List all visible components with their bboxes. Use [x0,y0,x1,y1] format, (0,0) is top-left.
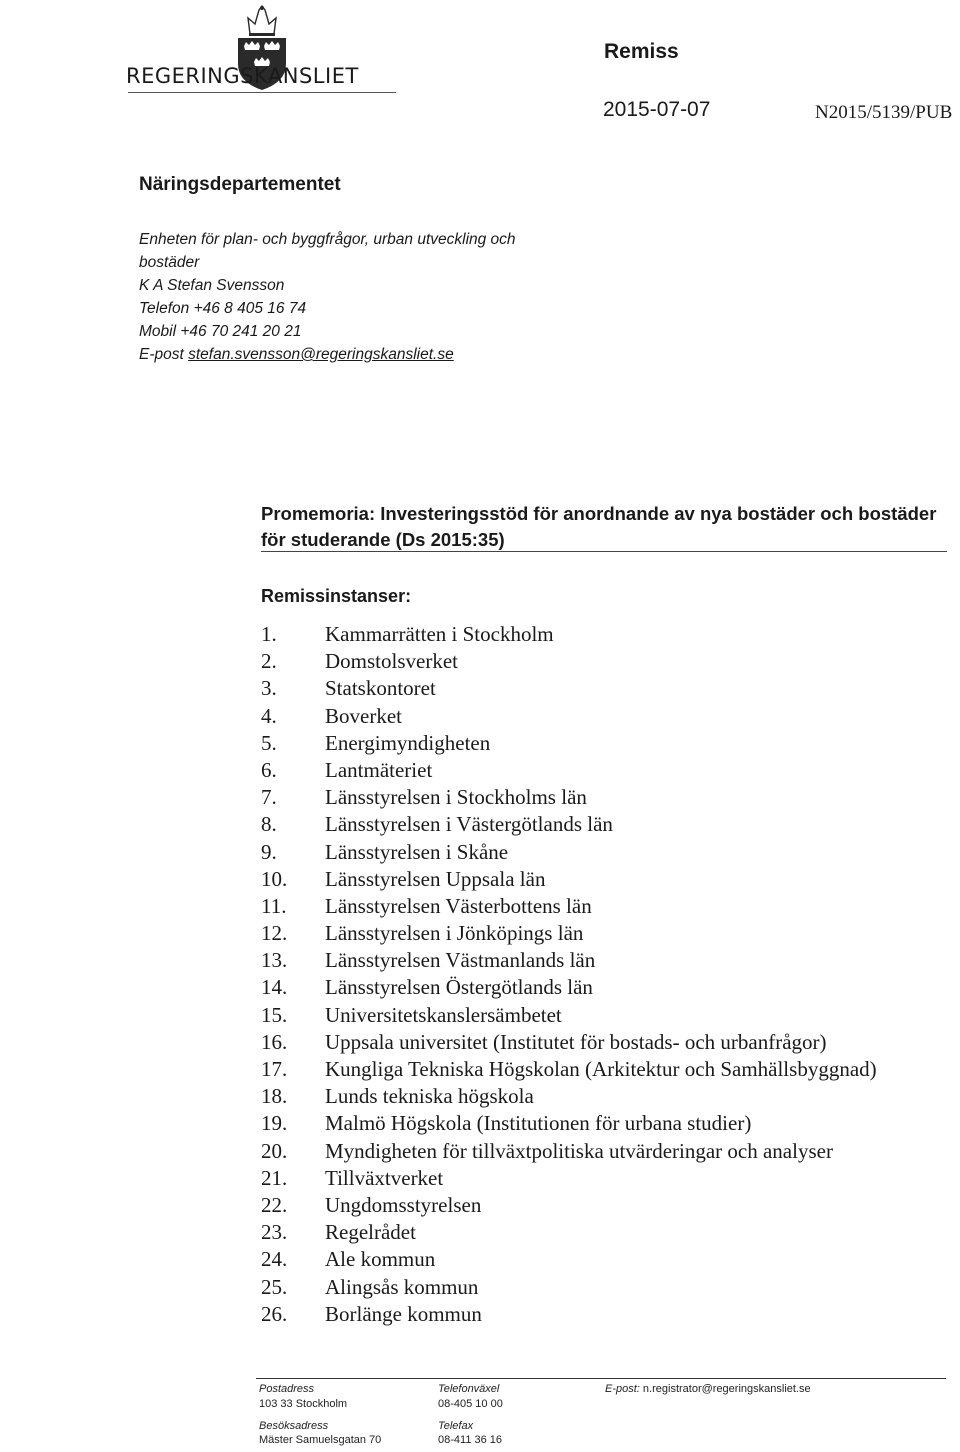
list-item-name: Tillväxtverket [325,1165,444,1190]
list-item-name: Kungliga Tekniska Högskolan (Arkitektur och Samhällsbyggnad) [325,1057,877,1081]
list-item-number: 26. [261,1301,288,1326]
list-item-name: Kammarrätten i Stockholm [325,622,554,646]
list-item-name: Länsstyrelsen Västmanlands län [325,948,596,973]
footer-postal-label: Postadress [259,1383,315,1395]
list-item-name: Alingsås kommun [325,1274,479,1299]
footer-switchboard-label: Telefonväxel [438,1383,500,1395]
document-type: Remiss [604,40,679,63]
list-item-number: 25. [261,1274,288,1299]
sender-email-row [139,343,516,366]
memo-title: Promemoria: Investeringsstöd för anordnande av nya bostäder och bostäder för studerande (Ds 2015:35) [261,503,937,550]
list-item-name: Lunds tekniska högskola [325,1084,534,1109]
footer-postal-value: 103 33 Stockholm [259,1398,348,1410]
list-item-name: Länsstyrelsen i Jönköpings län [325,921,584,946]
list-item-name: Regelrådet [325,1220,416,1245]
sender-name: K A Stefan Svensson [139,277,285,294]
list-item-name: Statskontoret [325,676,436,701]
recipients-heading: Remissinstanser: [261,586,412,606]
department-name: Näringsdepartementet [139,174,341,195]
footer-divider [256,1378,946,1379]
list-item-number: 6. [261,757,277,782]
list-item-number: 24. [261,1247,288,1272]
list-item-name: Myndigheten för tillväxtpolitiska utvärderingar och analyser [325,1138,833,1163]
list-item-name: Malmö Högskola (Institutionen för urbana studier) [325,1111,752,1136]
list-item-name: Länsstyrelsen Västerbottens län [325,893,592,918]
list-item-name: Boverket [325,703,402,728]
list-item-number: 23. [261,1220,288,1245]
footer-email [605,1383,811,1395]
list-item-number: 10. [261,866,288,891]
list-item-number: 1. [261,622,277,646]
list-item-number: 12. [261,921,288,946]
list-item-number: 5. [261,730,277,755]
list-item-name: Borlänge kommun [325,1301,482,1326]
list-item-name: Lantmäteriet [325,757,433,782]
list-item-name: Länsstyrelsen Östergötlands län [325,975,593,1000]
sender-mobile: Mobil +46 70 241 20 21 [139,323,302,340]
footer-email-label: E-post: [605,1383,640,1395]
sender-email-link[interactable]: stefan.svensson@regeringskansliet.se [188,346,454,363]
list-item-name: Ungdomsstyrelsen [325,1192,482,1217]
list-item-number: 3. [261,676,277,701]
sender-phone: Telefon +46 8 405 16 74 [139,300,307,317]
list-item-number: 2. [261,649,277,674]
list-item-name: Ale kommun [325,1247,436,1272]
list-item-number: 19. [261,1111,288,1136]
footer-email-value[interactable]: n.registrator@regeringskansliet.se [642,1383,811,1395]
list-item-name: Länsstyrelsen Uppsala län [325,866,546,891]
list-item-number: 20. [261,1138,288,1163]
sender-unit-line2: bostäder [139,254,200,271]
sender-block [139,228,516,366]
footer-fax-label: Telefax [438,1420,474,1432]
list-item-number: 18. [261,1084,288,1109]
list-item-name: Energimyndigheten [325,730,491,755]
document-reference: N2015/5139/PUB [815,102,953,123]
sender-email-label: E-post [139,346,184,363]
list-item-name: Universitetskanslersämbetet [325,1002,562,1027]
list-item-number: 7. [261,785,277,810]
header-divider [128,92,396,93]
document-date: 2015-07-07 [603,98,711,121]
list-item-number: 17. [261,1057,288,1081]
sender-unit-line1: Enheten för plan- och byggfrågor, urban utveckling och [139,231,516,248]
list-item-number: 22. [261,1192,288,1217]
list-item-number: 9. [261,839,277,864]
list-item-number: 21. [261,1165,288,1190]
list-item-number: 13. [261,948,288,973]
footer-fax-value: 08-411 36 16 [438,1434,503,1446]
list-item-name: Uppsala universitet (Institutet för bostads- och urbanfrågor) [325,1029,827,1054]
list-item-number: 16. [261,1029,288,1054]
list-item-name: Länsstyrelsen i Stockholms län [325,785,587,810]
list-item-name: Länsstyrelsen i Skåne [325,839,509,864]
footer-visit-value: Mäster Samuelsgatan 70 [259,1434,382,1446]
list-item-name: Länsstyrelsen i Västergötlands län [325,812,613,837]
list-item-number: 14. [261,975,288,1000]
organization-name: REGERINGSKANSLIET [126,64,359,88]
list-item-number: 15. [261,1002,288,1027]
footer-switchboard-value: 08-405 10 00 [438,1398,503,1410]
memo-title-underline [261,551,947,552]
list-item-name: Domstolsverket [325,649,458,674]
list-item-number: 11. [261,893,287,918]
footer-visit-label: Besöksadress [259,1420,329,1432]
list-item-number: 8. [261,812,277,837]
list-item-number: 4. [261,703,277,728]
